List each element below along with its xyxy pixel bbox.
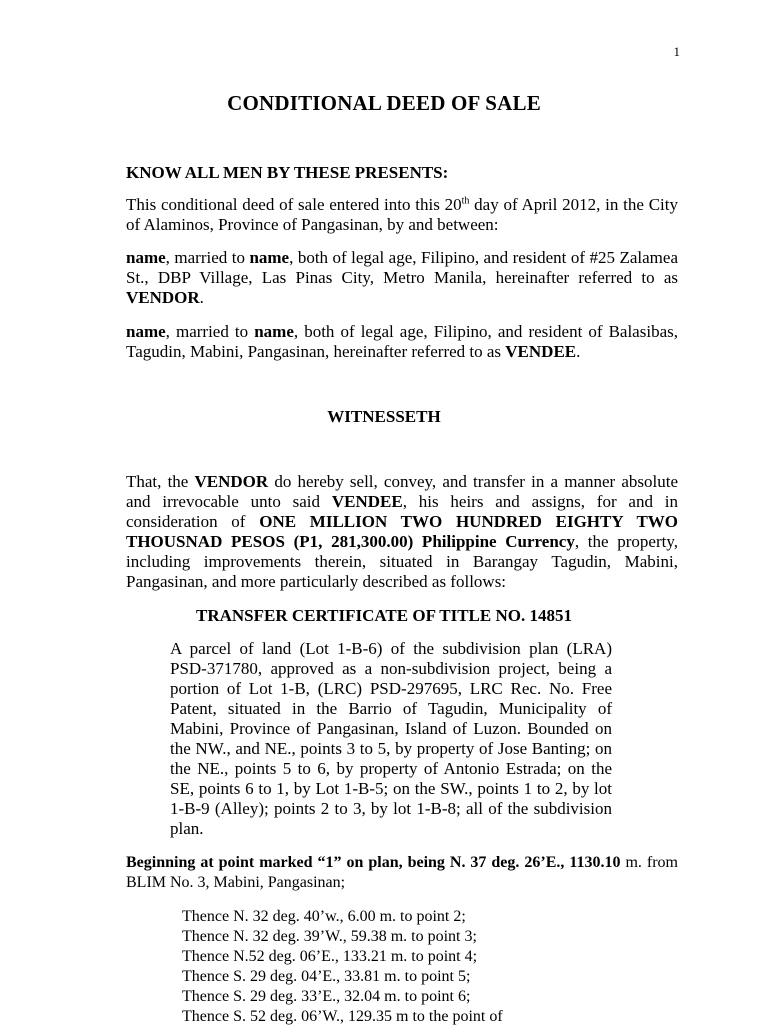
- thence-line: Thence N.52 deg. 06’E., 133.21 m. to point 4;: [182, 948, 478, 965]
- thence-line: Thence N. 32 deg. 40’w., 6.00 m. to point 2;: [182, 908, 466, 925]
- intro-text-post: day of April 2012, in the City of Alaminos, Province of Pangasinan, by and between:: [126, 195, 678, 234]
- sale-text-d: , the property, including improvements therein, situated in Barangay Tagudin, Mabini, Pangasinan, and more particularly described as follows:: [126, 532, 678, 591]
- beginning-bold: Beginning at point marked “1” on plan, being N. 37 deg. 26’E., 1130.10: [126, 854, 621, 871]
- vendee-text-1: , married to: [165, 322, 255, 341]
- thence-line: Thence S. 29 deg. 33’E., 32.04 m. to point 6;: [182, 988, 471, 1005]
- thence-list: [182, 907, 682, 1027]
- sale-amount: ONE MILLION TWO HUNDRED EIGHTY TWO THOUSNAD PESOS (P1, 281,300.00) Philippine Currency: [126, 512, 679, 551]
- vendee-name-2: name: [254, 322, 294, 341]
- thence-line: Thence S. 29 deg. 04’E., 33.81 m. to point 5;: [182, 968, 471, 985]
- intro-text-pre: This conditional deed of sale entered into this 20: [126, 195, 462, 214]
- vendee-end: .: [576, 342, 581, 361]
- vendor-name-2: name: [249, 248, 290, 267]
- sale-text-a: That, the: [126, 472, 195, 491]
- vendee-role: VENDEE: [505, 342, 577, 361]
- sale-paragraph: [126, 472, 678, 592]
- vendor-text-1: , married to: [165, 248, 250, 267]
- sale-vendee: VENDEE: [331, 492, 403, 511]
- vendor-role: VENDOR: [126, 288, 200, 307]
- sale-vendor: VENDOR: [194, 472, 269, 491]
- know-all-heading: KNOW ALL MEN BY THESE PRESENTS:: [126, 163, 449, 182]
- beginning-paragraph: [126, 853, 678, 893]
- thence-line: Thence N. 32 deg. 39’W., 59.38 m. to point 3;: [182, 928, 477, 945]
- sale-text-c: , his heirs and assigns, for and in consideration of: [126, 492, 678, 531]
- vendee-party-paragraph: [126, 322, 678, 362]
- vendor-party-paragraph: [126, 248, 678, 308]
- vendor-name-1: name: [126, 248, 166, 267]
- intro-date-suffix: th: [461, 195, 470, 207]
- intro-paragraph: [126, 195, 678, 235]
- witnesseth-heading: WITNESSETH: [327, 407, 441, 426]
- vendee-name-1: name: [126, 322, 166, 341]
- page-number: 1: [673, 44, 680, 59]
- vendor-text-2: , both of legal age, Filipino, and resident of #25 Zalamea St., DBP Village, Las Pinas City, Metro Manila, hereinafter referred to as: [126, 248, 678, 287]
- sale-text-b: do hereby sell, convey, and transfer in a manner absolute and irrevocable unto said: [126, 472, 679, 511]
- document-title: CONDITIONAL DEED OF SALE: [227, 91, 541, 115]
- thence-line: Thence S. 52 deg. 06’W., 129.35 m to the point of: [182, 1008, 503, 1025]
- vendor-end: .: [199, 288, 204, 307]
- tct-heading: TRANSFER CERTIFICATE OF TITLE NO. 14851: [196, 606, 572, 625]
- beginning-rest: m. from BLIM No. 3, Mabini, Pangasinan;: [126, 854, 679, 891]
- vendee-text-2: , both of legal age, Filipino, and resident of Balasibas, Tagudin, Mabini, Pangasinan, hereinafter referred to as: [126, 322, 678, 361]
- parcel-description: A parcel of land (Lot 1-B-6) of the subdivision plan (LRA) PSD-371780, approved as a non-subdivision project, being a portion of Lot 1-B, (LRC) PSD-297695, LRC Rec. No. Free Patent, situated in the Barrio of Tagudin, Municipality of Mabini, Province of Pangasinan, Island of Luzon. Bounded on the NW., and NE., points 3 to 5, by property of Jose Banting; on the NE., points 5 to 6, by property of Antonio Estrada; on the SE, points 6 to 1, by Lot 1-B-5; on the SW., points 1 to 2, by lot 1-B-9 (Alley); points 2 to 3, by lot 1-B-8; all of the subdivision plan.: [170, 639, 612, 838]
